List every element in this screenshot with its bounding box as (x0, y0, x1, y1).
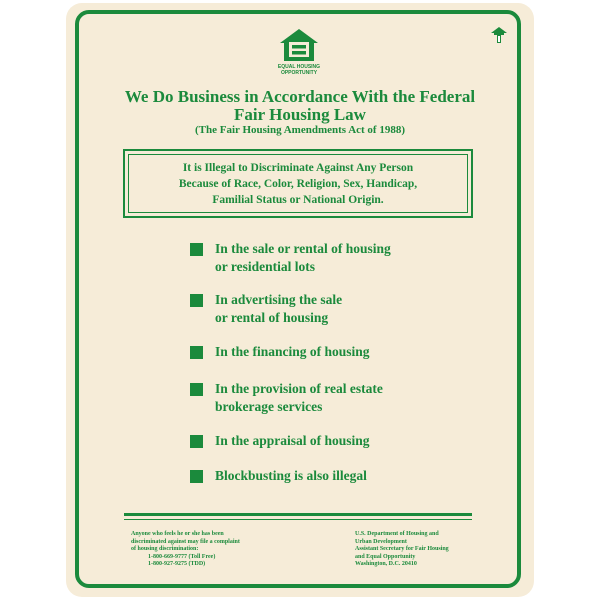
list-item (190, 343, 490, 361)
hud-logo-icon (490, 26, 508, 49)
square-bullet-icon (190, 346, 203, 359)
notice-line1: It is Illegal to Discriminate Against Any Person (182, 161, 414, 174)
square-bullet-icon (190, 383, 203, 396)
footer-right-line4: and Equal Opportunity (355, 553, 416, 560)
logo-text-line2: OPPORTUNITY (280, 70, 318, 76)
footer-right-line1: U.S. Department of Housing and (355, 531, 439, 537)
title-line1: We Do Business in Accordance With the Federal (124, 87, 476, 106)
notice-inner-border (128, 154, 468, 213)
footer-complaint-info (131, 531, 321, 569)
list-item (190, 240, 490, 276)
equal-housing-logo (270, 28, 328, 76)
list-item (190, 291, 490, 327)
item-line1: In the financing of housing (215, 344, 370, 359)
footer-divider-thick (124, 513, 472, 516)
page-title (110, 88, 490, 124)
footer-divider-thin (124, 519, 472, 520)
notice-text (148, 160, 448, 208)
item-line1: In the provision of real estate (215, 381, 383, 396)
item-line1: In advertising the sale (215, 292, 343, 307)
footer-left-line1: Anyone who feels he or she has been (131, 531, 224, 537)
logo-text-line1: EQUAL HOUSING (277, 64, 321, 70)
footer-right-line3: Assistant Secretary for Fair Housing (355, 546, 449, 552)
square-bullet-icon (190, 470, 203, 483)
footer-right-line5: Washington, D.C. 20410 (355, 561, 417, 567)
item-line1: Blockbusting is also illegal (215, 468, 367, 483)
footer-left-line2: discriminated against may file a complaint (131, 538, 240, 545)
footer-phone-tdd: 1-800-927-9275 (TDD) (148, 561, 206, 567)
notice-box (123, 149, 473, 218)
item-line1: In the appraisal of housing (215, 433, 370, 448)
page-subtitle: (The Fair Housing Amendments Act of 1988) (194, 124, 406, 136)
notice-line2: Because of Race, Color, Religion, Sex, Handicap, (178, 177, 418, 190)
footer-phone-tollfree: 1-800-669-9777 (Toll Free) (148, 553, 216, 560)
item-line2: or rental of housing (215, 310, 329, 325)
item-line1: In the sale or rental of housing (215, 241, 391, 256)
list-item (190, 467, 490, 485)
footer-hud-address (355, 531, 485, 569)
equal-housing-house-icon (279, 28, 319, 62)
square-bullet-icon (190, 435, 203, 448)
footer-right-line2: Urban Development (355, 538, 407, 545)
square-bullet-icon (190, 243, 203, 256)
footer-left-line3: of housing discrimination: (131, 546, 199, 552)
notice-line3: Familial Status or National Origin. (212, 193, 384, 206)
square-bullet-icon (190, 294, 203, 307)
title-line2: Fair Housing Law (234, 105, 366, 124)
list-item (190, 432, 490, 450)
item-line2: brokerage services (215, 399, 323, 414)
item-line2: or residential lots (215, 259, 315, 274)
list-item (190, 380, 490, 416)
